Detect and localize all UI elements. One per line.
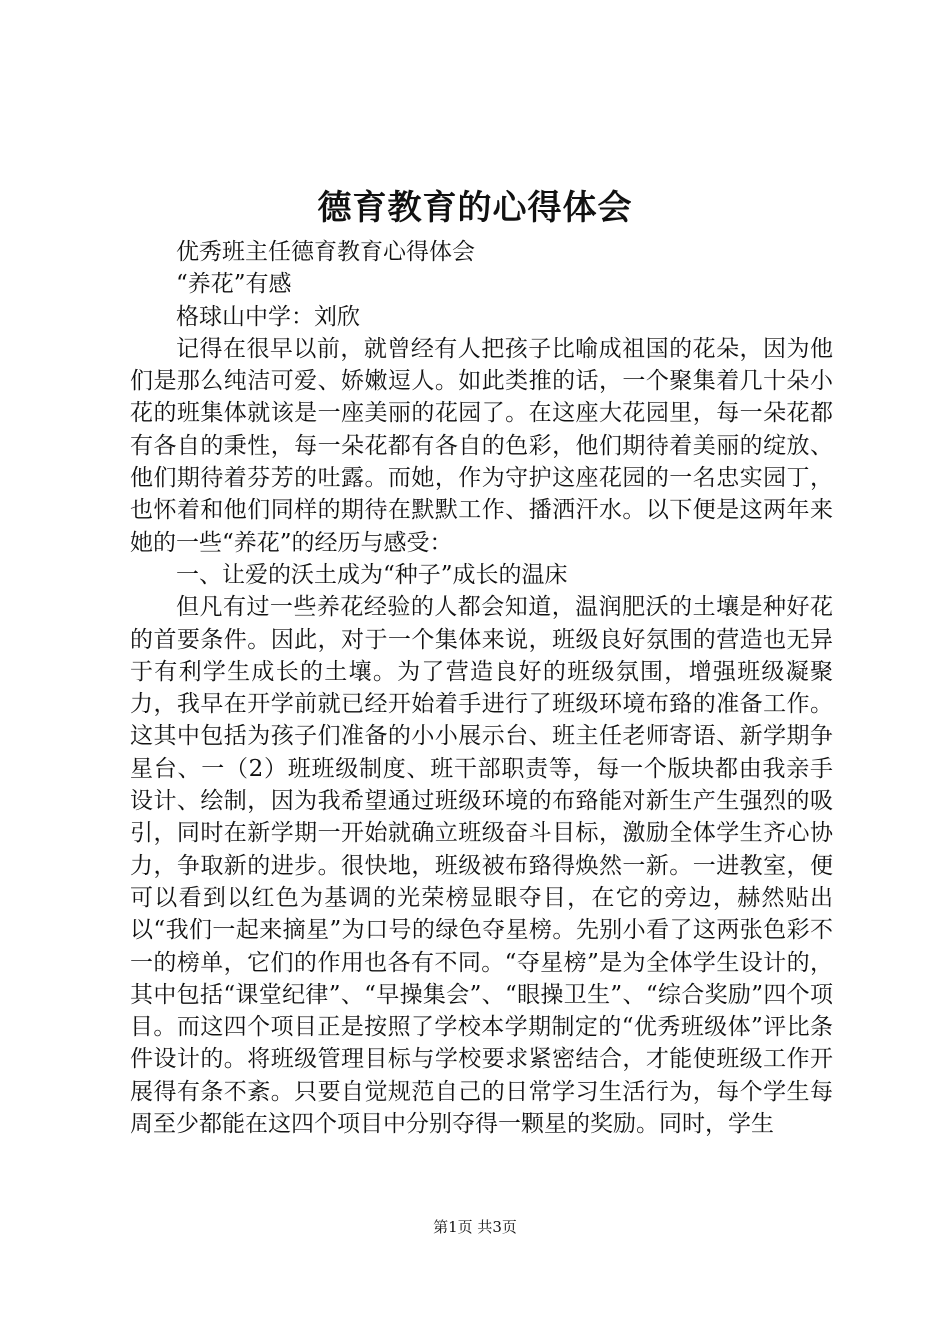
essay-title-line: “养花”有感 xyxy=(176,271,292,298)
intro-paragraph: 记得在很早以前，就曾经有人把孩子比喻成祖国的花朵，因为他们是那么纯洁可爱、娇嫩逗人。如此类推的话，一个聚集着几十朵小花的班集体就该是一座美丽的花园了。在这座大花园里，每一朵花都有各自的秉性，每一朵花都有各自的色彩，他们期待着美丽的绽放、他们期待着芬芳的吐露。而她，作为守护这座花园的一名忠实园丁，也怀着和他们同样的期待在默默工作、播洒汗水。以下便是这两年来她的一些“养花”的经历与感受： xyxy=(130,335,833,556)
subtitle-line: 优秀班主任德育教育心得体会 xyxy=(176,239,475,265)
page-footer: 第1页 共3页 xyxy=(433,1218,517,1236)
document-body xyxy=(130,236,833,1140)
document-title: 德育教育的心得体会 xyxy=(317,188,633,228)
section-heading: 一、让爱的沃土成为“种子”成长的温床 xyxy=(176,561,568,588)
author-line: 格球山中学：刘欣 xyxy=(176,303,360,330)
body-paragraph: 但凡有过一些养花经验的人都会知道，温润肥沃的土壤是种好花的首要条件。因此，对于一个集体来说，班级良好氛围的营造也无异于有利学生成长的土壤。为了营造良好的班级氛围，增强班级凝聚力，我早在开学前就已经开始着手进行了班级环境布臵的准备工作。这其中包括为孩子们准备的小小展示台、班主任老师寄语、新学期争星台、一（2）班班级制度、班干部职责等，每一个版块都由我亲手设计、绘制，因为我希望通过班级环境的布臵能对新生产生强烈的吸引，同时在新学期一开始就确立班级奋斗目标，激励全体学生齐心协力，争取新的进步。很快地，班级被布臵得焕然一新。一进教室，便可以看到以红色为基调的光荣榜显眼夺目，在它的旁边，赫然贴出以“我们一起来摘星”为口号的绿色夺星榜。先别小看了这两张色彩不一的榜单，它们的作用也各有不同。“夺星榜”是为全体学生设计的，其中包括“课堂纪律”、“早操集会”、“眼操卫生”、“综合奖励”四个项目。而这四个项目正是按照了学校本学期制定的“优秀班级体”评比条件设计的。将班级管理目标与学校要求紧密结合，才能使班级工作开展得有条不紊。只要自觉规范自己的日常学习生活行为，每个学生每周至少都能在这四个项目中分别夺得一颗星的奖励。同时，学生 xyxy=(130,594,833,1138)
